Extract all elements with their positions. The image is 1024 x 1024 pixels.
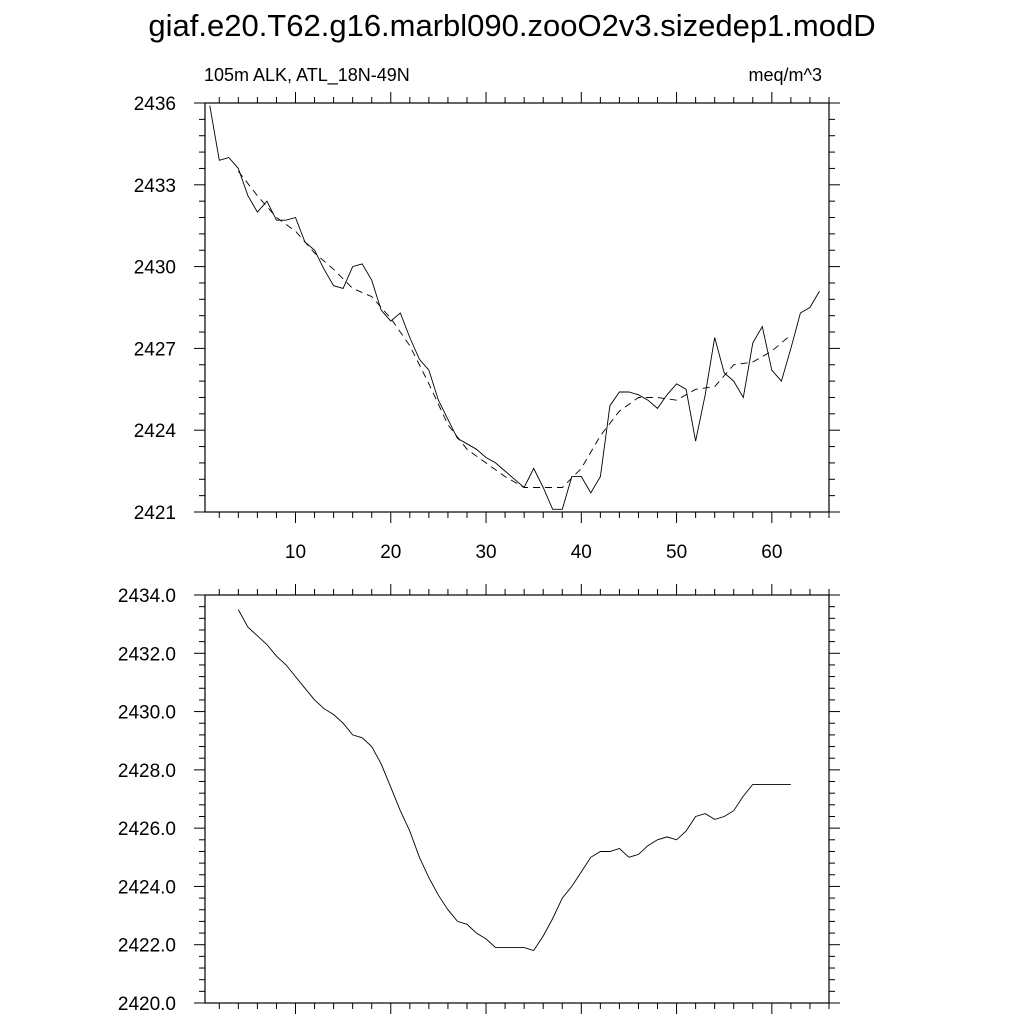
top-y-tick-label: 2433 <box>133 175 176 197</box>
top-series-line <box>210 106 820 510</box>
top-plot-frame <box>205 103 829 512</box>
units-label: meq/m^3 <box>748 65 822 85</box>
bottom-plot-frame <box>205 595 829 1003</box>
bottom-y-tick-label: 2430.0 <box>117 702 176 724</box>
chart-title: giaf.e20.T62.g16.marbl090.zooO2v3.sizedep1.modD <box>148 8 876 43</box>
top-x-tick-label: 50 <box>666 542 688 563</box>
variable-label: 105m ALK, ATL_18N-49N <box>204 65 410 85</box>
top-y-tick-label: 2421 <box>133 503 176 524</box>
bottom-y-tick-label: 2428.0 <box>117 760 176 782</box>
top-y-tick-label: 2430 <box>133 257 176 279</box>
bottom-y-tick-label: 2432.0 <box>117 644 176 666</box>
top-panel <box>134 92 840 563</box>
bottom-y-tick-label: 2420.0 <box>117 994 176 1015</box>
top-y-tick-label: 2436 <box>133 94 176 115</box>
top-x-tick-label: 10 <box>284 542 307 563</box>
bottom-y-tick-label: 2426.0 <box>117 819 176 841</box>
top-x-tick-label: 60 <box>761 542 783 563</box>
top-y-tick-label: 2424 <box>133 421 176 443</box>
bottom-series-line <box>238 610 791 951</box>
bottom-panel <box>118 584 840 1015</box>
top-x-tick-label: 40 <box>570 542 592 563</box>
top-series-smoothed-line <box>238 171 791 487</box>
bottom-y-tick-label: 2434.0 <box>117 586 176 607</box>
top-x-tick-label: 20 <box>380 542 402 563</box>
bottom-y-tick-label: 2424.0 <box>117 877 176 899</box>
top-x-tick-label: 30 <box>475 542 497 563</box>
top-y-tick-label: 2427 <box>133 339 176 361</box>
bottom-y-tick-label: 2422.0 <box>117 935 176 957</box>
